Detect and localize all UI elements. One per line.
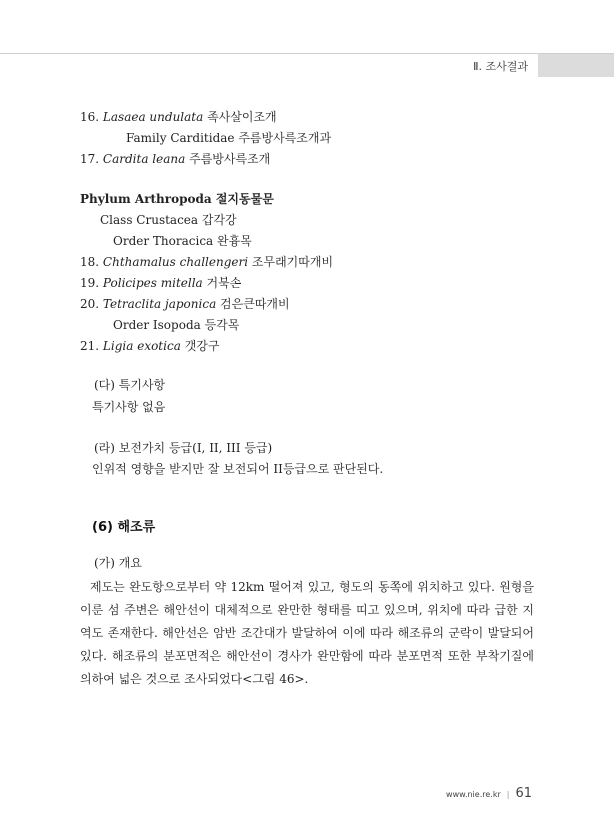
- species-item-18: 18. Chthamalus challengeri 조무래기따개비: [80, 255, 334, 269]
- species-item-19: 19. Policipes mitella 거북손: [80, 276, 242, 290]
- header-tab: [538, 54, 614, 77]
- family-line: Family Carditidae 주름방사륵조개과: [126, 131, 332, 145]
- order-line: Order Thoracica 완흉목: [113, 234, 252, 248]
- notes-body: 특기사항 없음: [92, 400, 166, 414]
- grade-heading: (라) 보전가치 등급(I, II, III 등급): [94, 441, 273, 455]
- page-footer: [446, 782, 532, 801]
- notes-heading: (다) 특기사항: [94, 378, 166, 392]
- footer-separator: |: [506, 790, 510, 799]
- species-item-16: 16. Lasaea undulata 족사살이조개: [80, 110, 277, 124]
- grade-body: 인위적 영향을 받지만 잘 보전되어 II등급으로 판단된다.: [92, 462, 384, 476]
- order-line: Order Isopoda 등각목: [113, 318, 240, 332]
- section-title: (6) 해조류: [92, 520, 156, 535]
- phylum-line: Phylum Arthropoda 절지동물문: [80, 192, 274, 206]
- species-item-20: 20. Tetraclita japonica 검은큰따개비: [80, 297, 290, 311]
- footer-url: www.nie.re.kr: [446, 790, 501, 799]
- class-line: Class Crustacea 갑각강: [100, 213, 237, 227]
- page-number: 61: [515, 786, 532, 801]
- section-paragraph: 제도는 완도항으로부터 약 12km 떨어져 있고, 형도의 동쪽에 위치하고 있다. 원형을 이룬 섬 주변은 해안선이 대체적으로 완만한 형태를 띠고 있으며, 위치에 따라 급한 지역도 존재한다. 해안선은 암반 조간대가 발달하여 이에 따라 해조류의 군락이 발달되어 있다. 해조류의 분포면적은 해안선이 경사가 완만함에 따라 분포면적 또한 부착기질에 의하여 넓은 것으로 조사되었다<그림 46>.: [80, 580, 534, 686]
- chapter-header: Ⅱ. 조사결과: [473, 60, 528, 73]
- species-item-17: 17. Cardita leana 주름방사륵조개: [80, 152, 271, 166]
- species-item-21: 21. Ligia exotica 갯강구: [80, 339, 220, 353]
- header-rule: [0, 53, 614, 54]
- subsection-heading: (가) 개요: [94, 556, 142, 570]
